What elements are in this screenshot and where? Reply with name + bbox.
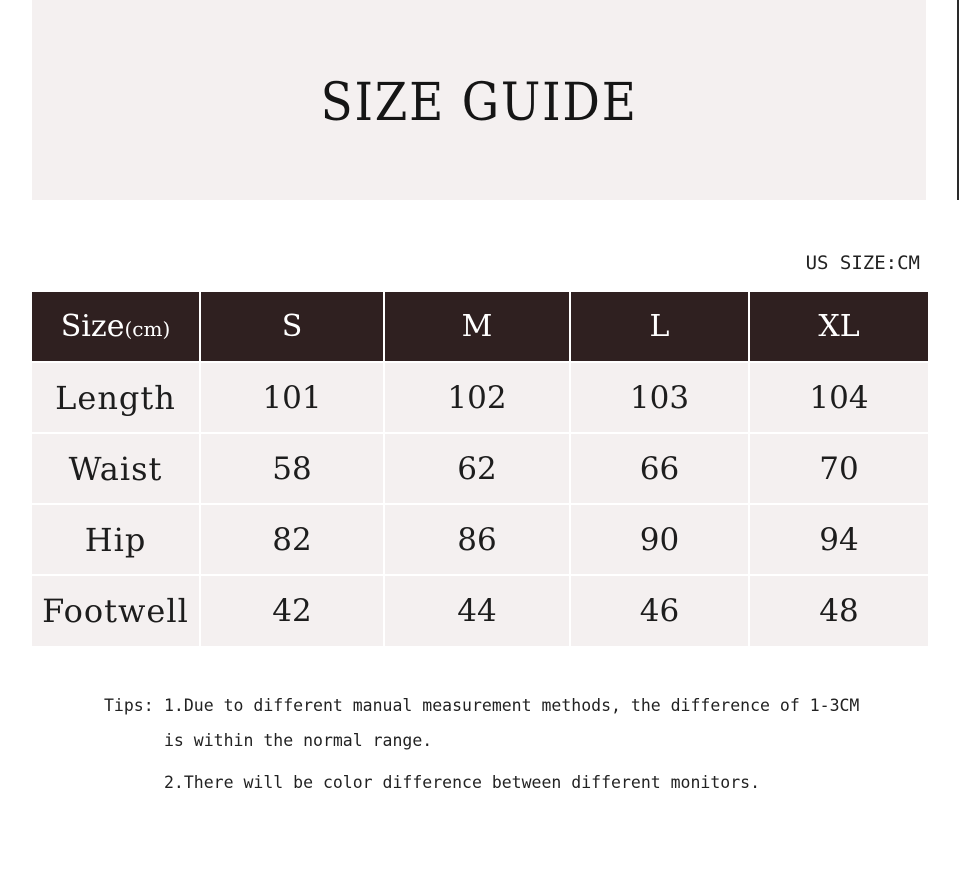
table-header-row bbox=[32, 292, 928, 362]
header-unit: (cm) bbox=[124, 317, 171, 341]
table-row-length bbox=[32, 362, 928, 433]
title-banner bbox=[32, 0, 926, 200]
tip-1-line-1: 1.Due to different manual measurement methods, the difference of 1-3CM bbox=[164, 696, 860, 715]
cell-value: 90 bbox=[570, 504, 749, 575]
edge-divider bbox=[957, 0, 959, 200]
cell-value: 62 bbox=[384, 433, 570, 504]
row-label: Waist bbox=[32, 433, 200, 504]
header-size-l: L bbox=[570, 292, 749, 362]
cell-value: 44 bbox=[384, 575, 570, 646]
cell-value: 103 bbox=[570, 362, 749, 433]
cell-value: 94 bbox=[749, 504, 928, 575]
row-label: Length bbox=[32, 362, 200, 433]
cell-value: 46 bbox=[570, 575, 749, 646]
tip-1-line-2: is within the normal range. bbox=[164, 731, 433, 750]
cell-value: 86 bbox=[384, 504, 570, 575]
page-title: SIZE GUIDE bbox=[320, 73, 638, 133]
cell-value: 101 bbox=[200, 362, 384, 433]
size-table bbox=[32, 292, 928, 646]
tip-2: 2.There will be color difference between different monitors. bbox=[164, 773, 761, 792]
header-size-s: S bbox=[200, 292, 384, 362]
cell-value: 102 bbox=[384, 362, 570, 433]
table-row-hip bbox=[32, 504, 928, 575]
header-size-xl: XL bbox=[749, 292, 928, 362]
cell-value: 104 bbox=[749, 362, 928, 433]
unit-note: US SIZE:CM bbox=[805, 252, 920, 274]
cell-value: 66 bbox=[570, 433, 749, 504]
header-size-m: M bbox=[384, 292, 570, 362]
row-label: Hip bbox=[32, 504, 200, 575]
cell-value: 42 bbox=[200, 575, 384, 646]
cell-value: 48 bbox=[749, 575, 928, 646]
table-row-footwell bbox=[32, 575, 928, 646]
cell-value: 58 bbox=[200, 433, 384, 504]
header-size-label: Size(cm) bbox=[32, 292, 200, 362]
tips-label: Tips: bbox=[104, 696, 154, 715]
table-row-waist bbox=[32, 433, 928, 504]
row-label: Footwell bbox=[32, 575, 200, 646]
cell-value: 70 bbox=[749, 433, 928, 504]
cell-value: 82 bbox=[200, 504, 384, 575]
